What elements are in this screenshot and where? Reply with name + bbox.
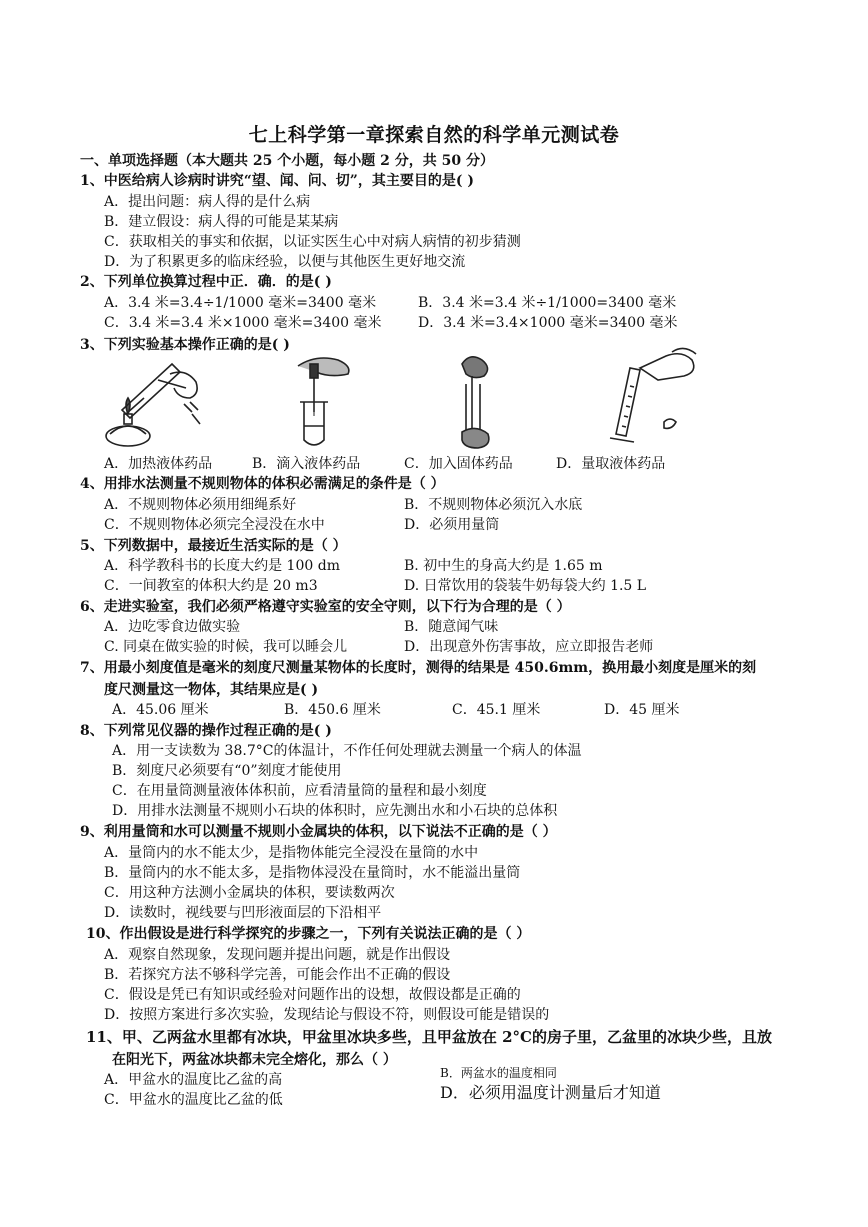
question-3-option-d: D．量取液体药品 bbox=[556, 456, 666, 472]
question-4-option-a: A．不规则物体必须用细绳系好 bbox=[104, 497, 297, 513]
question-7-option-d: D．45 厘米 bbox=[604, 702, 680, 718]
question-9-option-a: A．量筒内的水不能太少，是指物体能完全浸没在量筒的水中 bbox=[104, 845, 479, 861]
question-11-option-d: D．必须用温度计测量后才知道 bbox=[440, 1083, 661, 1102]
page-title: 七上科学第一章探索自然的科学单元测试卷 bbox=[248, 124, 620, 146]
question-3-option-a: A．加热液体药品 bbox=[104, 456, 213, 472]
question-6-option-d: D．出现意外伤害事故，应立即报告老师 bbox=[404, 639, 654, 655]
question-9-option-d: D．读数时，视线要与凹形液面层的下沿相平 bbox=[104, 905, 382, 921]
question-7-option-a: A．45.06 厘米 bbox=[112, 702, 209, 718]
measuring-liquid-illustration bbox=[600, 346, 710, 446]
question-10-option-a: A．观察自然现象，发现问题并提出问题，就是作出假设 bbox=[104, 947, 451, 963]
question-1-stem: 1、中医给病人诊病时讲究“望、闻、问、切”，其主要目的是( ) bbox=[80, 173, 474, 189]
question-6-option-b: B．随意闻气味 bbox=[404, 619, 499, 635]
question-6-stem: 6、走进实验室，我们必须严格遵守实验室的安全守则，以下行为合理的是（ ） bbox=[80, 599, 571, 615]
question-4-stem: 4、用排水法测量不规则物体的体积必需满足的条件是（ ） bbox=[80, 476, 445, 492]
question-10-stem: 10、作出假设是进行科学探究的步骤之一，下列有关说法正确的是（ ） bbox=[86, 926, 531, 942]
question-7-option-b: B．450.6 厘米 bbox=[284, 702, 381, 718]
question-9-stem: 9、利用量筒和水可以测量不规则小金属块的体积，以下说法不正确的是（ ） bbox=[80, 824, 557, 840]
question-8-option-c: C．在用量筒测量液体体积前，应看清量筒的量程和最小刻度 bbox=[112, 783, 487, 799]
question-2-option-d: D．3.4 米=3.4×1000 毫米=3400 毫米 bbox=[418, 315, 678, 331]
dropping-liquid-illustration bbox=[290, 352, 360, 452]
question-11-stem-continued: 在阳光下，两盆冰块都未完全熔化，那么（ ） bbox=[112, 1052, 397, 1068]
question-2-option-c: C．3.4 米=3.4 米×1000 毫米=3400 毫米 bbox=[104, 315, 382, 331]
question-11-option-b: B．两盆水的温度相同 bbox=[440, 1066, 557, 1080]
question-5-option-a: A．科学教科书的长度大约是 100 dm bbox=[104, 558, 340, 574]
question-10-option-d: D．按照方案进行多次实验，发现结论与假设不符，则假设可能是错误的 bbox=[104, 1007, 550, 1023]
question-3-option-c: C．加入固体药品 bbox=[404, 456, 513, 472]
question-5-stem: 5、下列数据中，最接近生活实际的是（ ） bbox=[80, 538, 347, 554]
question-7-option-c: C．45.1 厘米 bbox=[452, 702, 541, 718]
question-2-option-b: B．3.4 米=3.4 米÷1/1000=3400 毫米 bbox=[418, 295, 677, 311]
question-11-option-c: C．甲盆水的温度比乙盆的低 bbox=[104, 1092, 283, 1108]
question-1-option-b: B．建立假设：病人得的可能是某某病 bbox=[104, 214, 339, 230]
question-1-option-a: A．提出问题：病人得的是什么病 bbox=[104, 194, 311, 210]
question-3-option-b: B．滴入液体药品 bbox=[252, 456, 361, 472]
question-4-option-b: B．不规则物体必须沉入水底 bbox=[404, 497, 583, 513]
question-7-stem: 7、用最小刻度值是毫米的刻度尺测量某物体的长度时，测得的结果是 450.6mm，换用最小刻度是厘米的刻 bbox=[80, 660, 757, 676]
section-heading: 一、单项选择题（本大题共 25 个小题，每小题 2 分，共 50 分） bbox=[80, 153, 494, 169]
question-8-option-b: B．刻度尺必须要有“0”刻度才能使用 bbox=[112, 763, 342, 779]
question-8-stem: 8、下列常见仪器的操作过程正确的是( ) bbox=[80, 723, 332, 739]
question-6-option-a: A．边吃零食边做实验 bbox=[104, 619, 241, 635]
heating-liquid-illustration bbox=[100, 358, 210, 453]
question-4-option-c: C．不规则物体必须完全浸没在水中 bbox=[104, 517, 325, 533]
question-5-option-c: C．一间教室的体积大约是 20 m3 bbox=[104, 578, 318, 594]
question-9-option-b: B．量筒内的水不能太多，是指物体浸没在量筒时，水不能溢出量筒 bbox=[104, 865, 521, 881]
question-11-option-a: A．甲盆水的温度比乙盆的高 bbox=[104, 1072, 283, 1088]
question-2-stem: 2、下列单位换算过程中正．确．的是( ) bbox=[80, 274, 332, 290]
question-10-option-b: B．若探究方法不够科学完善，可能会作出不正确的假设 bbox=[104, 967, 451, 983]
question-8-option-d: D．用排水法测量不规则小石块的体积时，应先测出水和小石块的总体积 bbox=[112, 803, 558, 819]
question-2-option-a: A．3.4 米=3.4÷1/1000 毫米=3400 毫米 bbox=[104, 295, 377, 311]
question-1-option-c: C．获取相关的事实和依据，以证实医生心中对病人病情的初步猜测 bbox=[104, 234, 521, 250]
question-6-option-c: C. 同桌在做实验的时候，我可以睡会儿 bbox=[104, 639, 348, 655]
question-5-option-d: D. 日常饮用的袋装牛奶每袋大约 1.5 L bbox=[404, 578, 647, 594]
question-10-option-c: C．假设是凭已有知识或经验对问题作出的设想，故假设都是正确的 bbox=[104, 987, 521, 1003]
question-8-option-a: A．用一支读数为 38.7°C的体温计，不作任何处理就去测量一个病人的体温 bbox=[112, 743, 582, 759]
question-4-option-d: D．必须用量筒 bbox=[404, 517, 500, 533]
question-5-option-b: B. 初中生的身高大约是 1.65 m bbox=[404, 558, 603, 574]
question-7-stem-continued: 度尺测量这一物体，其结果应是( ) bbox=[104, 682, 319, 698]
question-1-option-d: D．为了积累更多的临床经验，以便与其他医生更好地交流 bbox=[104, 254, 466, 270]
question-3-stem: 3、下列实验基本操作正确的是( ) bbox=[80, 337, 290, 353]
question-11-stem: 11、甲、乙两盆水里都有冰块，甲盆里冰块多些，且甲盆放在 2°C的房子里，乙盆里的冰块少些，且放 bbox=[86, 1028, 772, 1046]
adding-solid-illustration bbox=[458, 354, 498, 454]
question-9-option-c: C．用这种方法测小金属块的体积，要读数两次 bbox=[104, 885, 395, 901]
